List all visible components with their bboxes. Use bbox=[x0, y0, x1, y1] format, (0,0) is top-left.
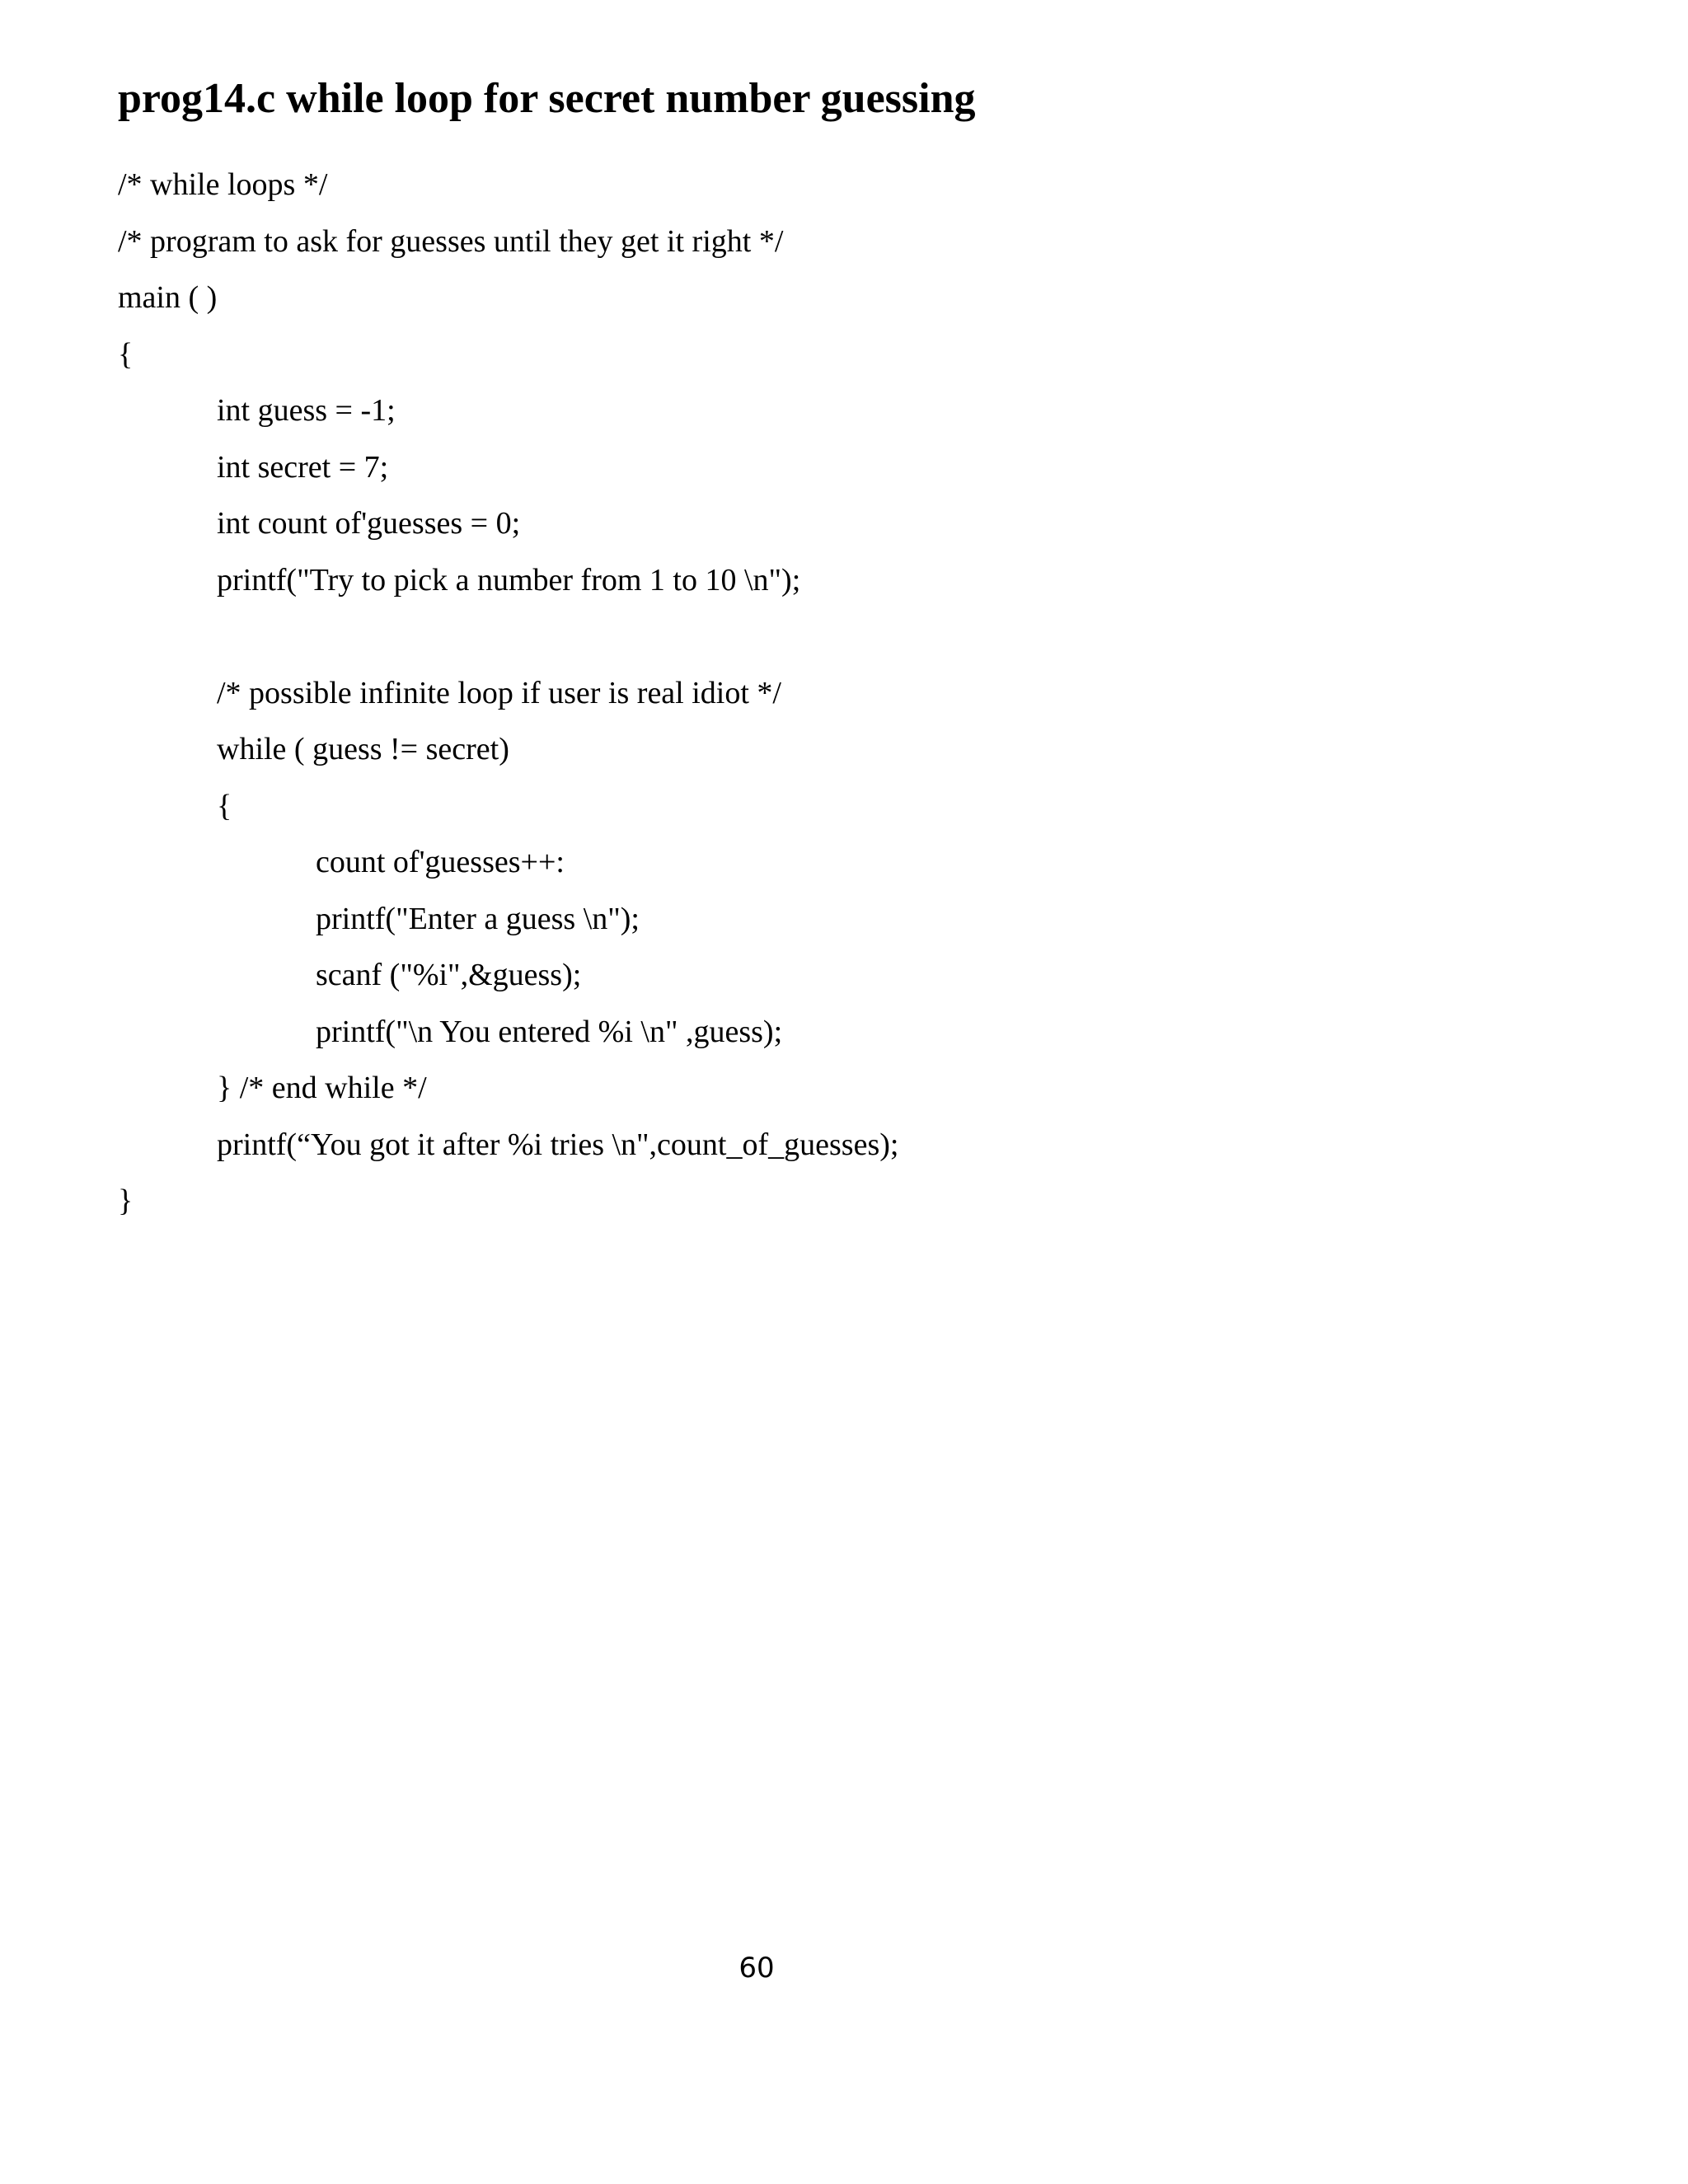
code-line: int count of'guesses = 0; bbox=[217, 506, 521, 541]
code-line: while ( guess != secret) bbox=[217, 732, 509, 766]
code-line: { bbox=[217, 788, 232, 823]
page-title: prog14.c while loop for secret number guessing bbox=[118, 75, 976, 122]
code-line: printf(“You got it after %i tries \n",count_of_guesses); bbox=[217, 1127, 899, 1162]
code-line: printf("\n You entered %i \n" ,guess); bbox=[316, 1014, 783, 1049]
code-line: scanf ("%i",&guess); bbox=[316, 958, 582, 992]
code-line bbox=[118, 608, 1601, 665]
code-line: /* while loops */ bbox=[118, 167, 328, 202]
code-line: printf("Try to pick a number from 1 to 10 \n"); bbox=[217, 562, 801, 598]
code-line: int guess = -1; bbox=[217, 393, 396, 428]
code-line: main ( ) bbox=[118, 280, 218, 315]
code-line: } bbox=[118, 1183, 134, 1218]
code-listing bbox=[118, 157, 1601, 1230]
page-number: 60 bbox=[738, 1952, 775, 1985]
code-line: /* possible infinite loop if user is real idiot */ bbox=[217, 675, 781, 710]
code-line: count of'guesses++: bbox=[316, 845, 565, 879]
code-line: printf("Enter a guess \n"); bbox=[316, 901, 640, 936]
code-line: { bbox=[118, 336, 134, 372]
code-line: } /* end while */ bbox=[217, 1071, 427, 1105]
code-line: int secret = 7; bbox=[217, 449, 389, 485]
code-line: /* program to ask for guesses until they get it right */ bbox=[118, 223, 784, 259]
